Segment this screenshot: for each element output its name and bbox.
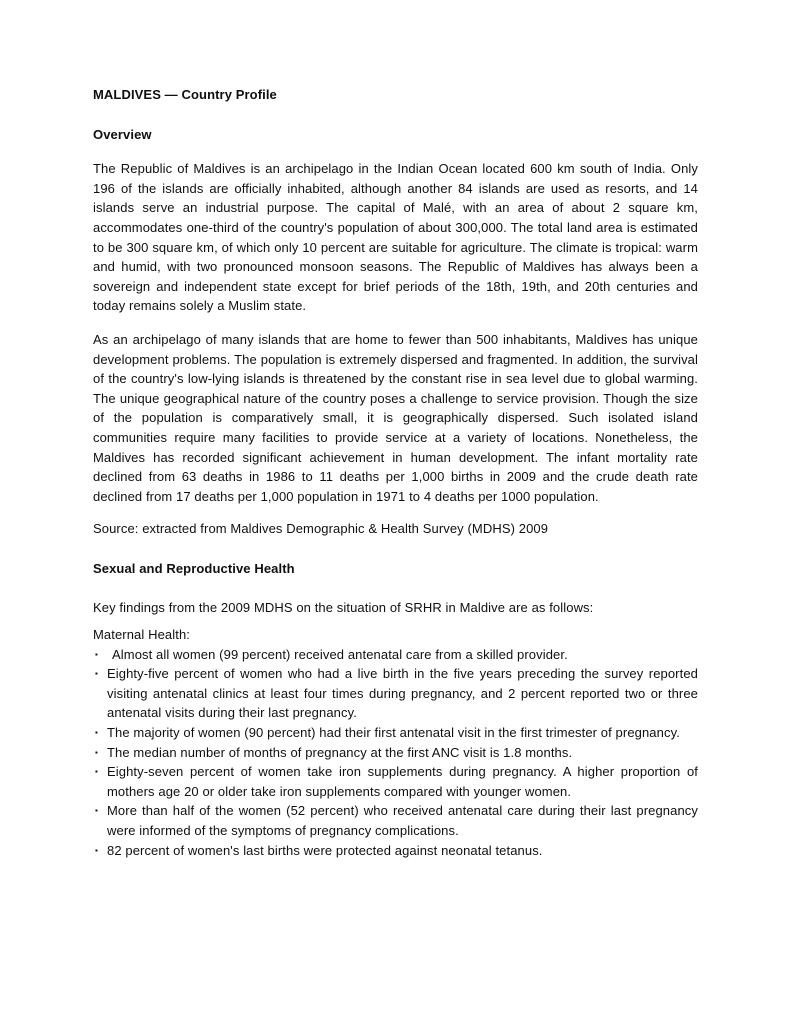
list-item xyxy=(93,841,698,861)
bullet-icon: ▪ xyxy=(95,669,98,679)
list-item xyxy=(93,743,698,763)
bullet-icon: ▪ xyxy=(95,728,98,738)
overview-paragraph-1: The Republic of Maldives is an archipelago in the Indian Ocean located 600 km south of India. Only 196 of the islands are officially inhabited, although another 84 islands are used as resorts, and 14 islands serve an industrial purpose. The capital of Malé, with an area of about 2 square km, accommodates one-third of the country's population of about 300,000. The total land area is estimated to be 300 square km, of which only 10 percent are suitable for agriculture. The climate is tropical: warm and humid, with two pronounced monsoon seasons. The Republic of Maldives has always been a sovereign and independent state except for brief periods of the 18th, 19th, and 20th centuries and today remains solely a Muslim state. xyxy=(93,161,698,314)
list-item xyxy=(93,645,698,665)
list-item xyxy=(93,762,698,801)
overview-paragraph-2: As an archipelago of many islands that are home to fewer than 500 inhabitants, Maldives has unique development problems. The population is extremely dispersed and fragmented. In addition, the survival of the country's low-lying islands is threatened by the constant rise in sea level due to global warming. The unique geographical nature of the country poses a challenge to service provision. Though the size of the population is comparatively small, it is geographically dispersed. Such isolated island communities require many facilities to provide service at a variety of locations. Nonetheless, the Maldives has recorded significant achievement in human development. The infant mortality rate declined from 63 deaths in 1986 to 11 deaths per 1,000 births in 2009 and the crude death rate declined from 17 deaths per 1,000 population in 1971 to 4 deaths per 1000 population. xyxy=(93,331,698,504)
maternal-health-list xyxy=(93,645,698,861)
list-item xyxy=(93,723,698,743)
bullet-text: Eighty-seven percent of women take iron supplements during pregnancy. A higher proportion of mothers age 20 or older take iron supplements compared with younger women. xyxy=(107,764,698,799)
list-item xyxy=(93,664,698,723)
bullet-text: The majority of women (90 percent) had their first antenatal visit in the first trimester of pregnancy. xyxy=(107,725,680,741)
srh-heading: Sexual and Reproductive Health xyxy=(93,560,295,576)
bullet-icon: ▪ xyxy=(95,747,98,757)
key-findings-intro: Key findings from the 2009 MDHS on the situation of SRHR in Maldive are as follows: xyxy=(93,600,594,616)
bullet-icon: ▪ xyxy=(95,845,98,855)
bullet-icon: ▪ xyxy=(95,806,98,816)
bullet-text: 82 percent of women's last births were protected against neonatal tetanus. xyxy=(107,842,543,858)
overview-heading: Overview xyxy=(93,126,152,142)
document-title: MALDIVES — Country Profile xyxy=(93,87,277,102)
bullet-text: The median number of months of pregnancy at the first ANC visit is 1.8 months. xyxy=(107,744,573,760)
source-note: Source: extracted from Maldives Demographic & Health Survey (MDHS) 2009 xyxy=(93,521,549,537)
bullet-text: More than half of the women (52 percent) who received antenatal care during their last pregnancy were informed of the symptoms of pregnancy complications. xyxy=(107,803,698,838)
bullet-icon: ▪ xyxy=(95,767,98,777)
bullet-icon: ▪ xyxy=(95,649,98,659)
bullet-text: Eighty-five percent of women who had a live birth in the five years preceding the survey reported visiting antenatal clinics at least four times during pregnancy, and 2 percent reported two or three antenatal visits during their last pregnancy. xyxy=(107,666,698,721)
document-page xyxy=(93,85,698,860)
bullet-text: Almost all women (99 percent) received antenatal care from a skilled provider. xyxy=(112,646,568,662)
list-item xyxy=(93,801,698,840)
maternal-health-label: Maternal Health: xyxy=(93,627,190,643)
